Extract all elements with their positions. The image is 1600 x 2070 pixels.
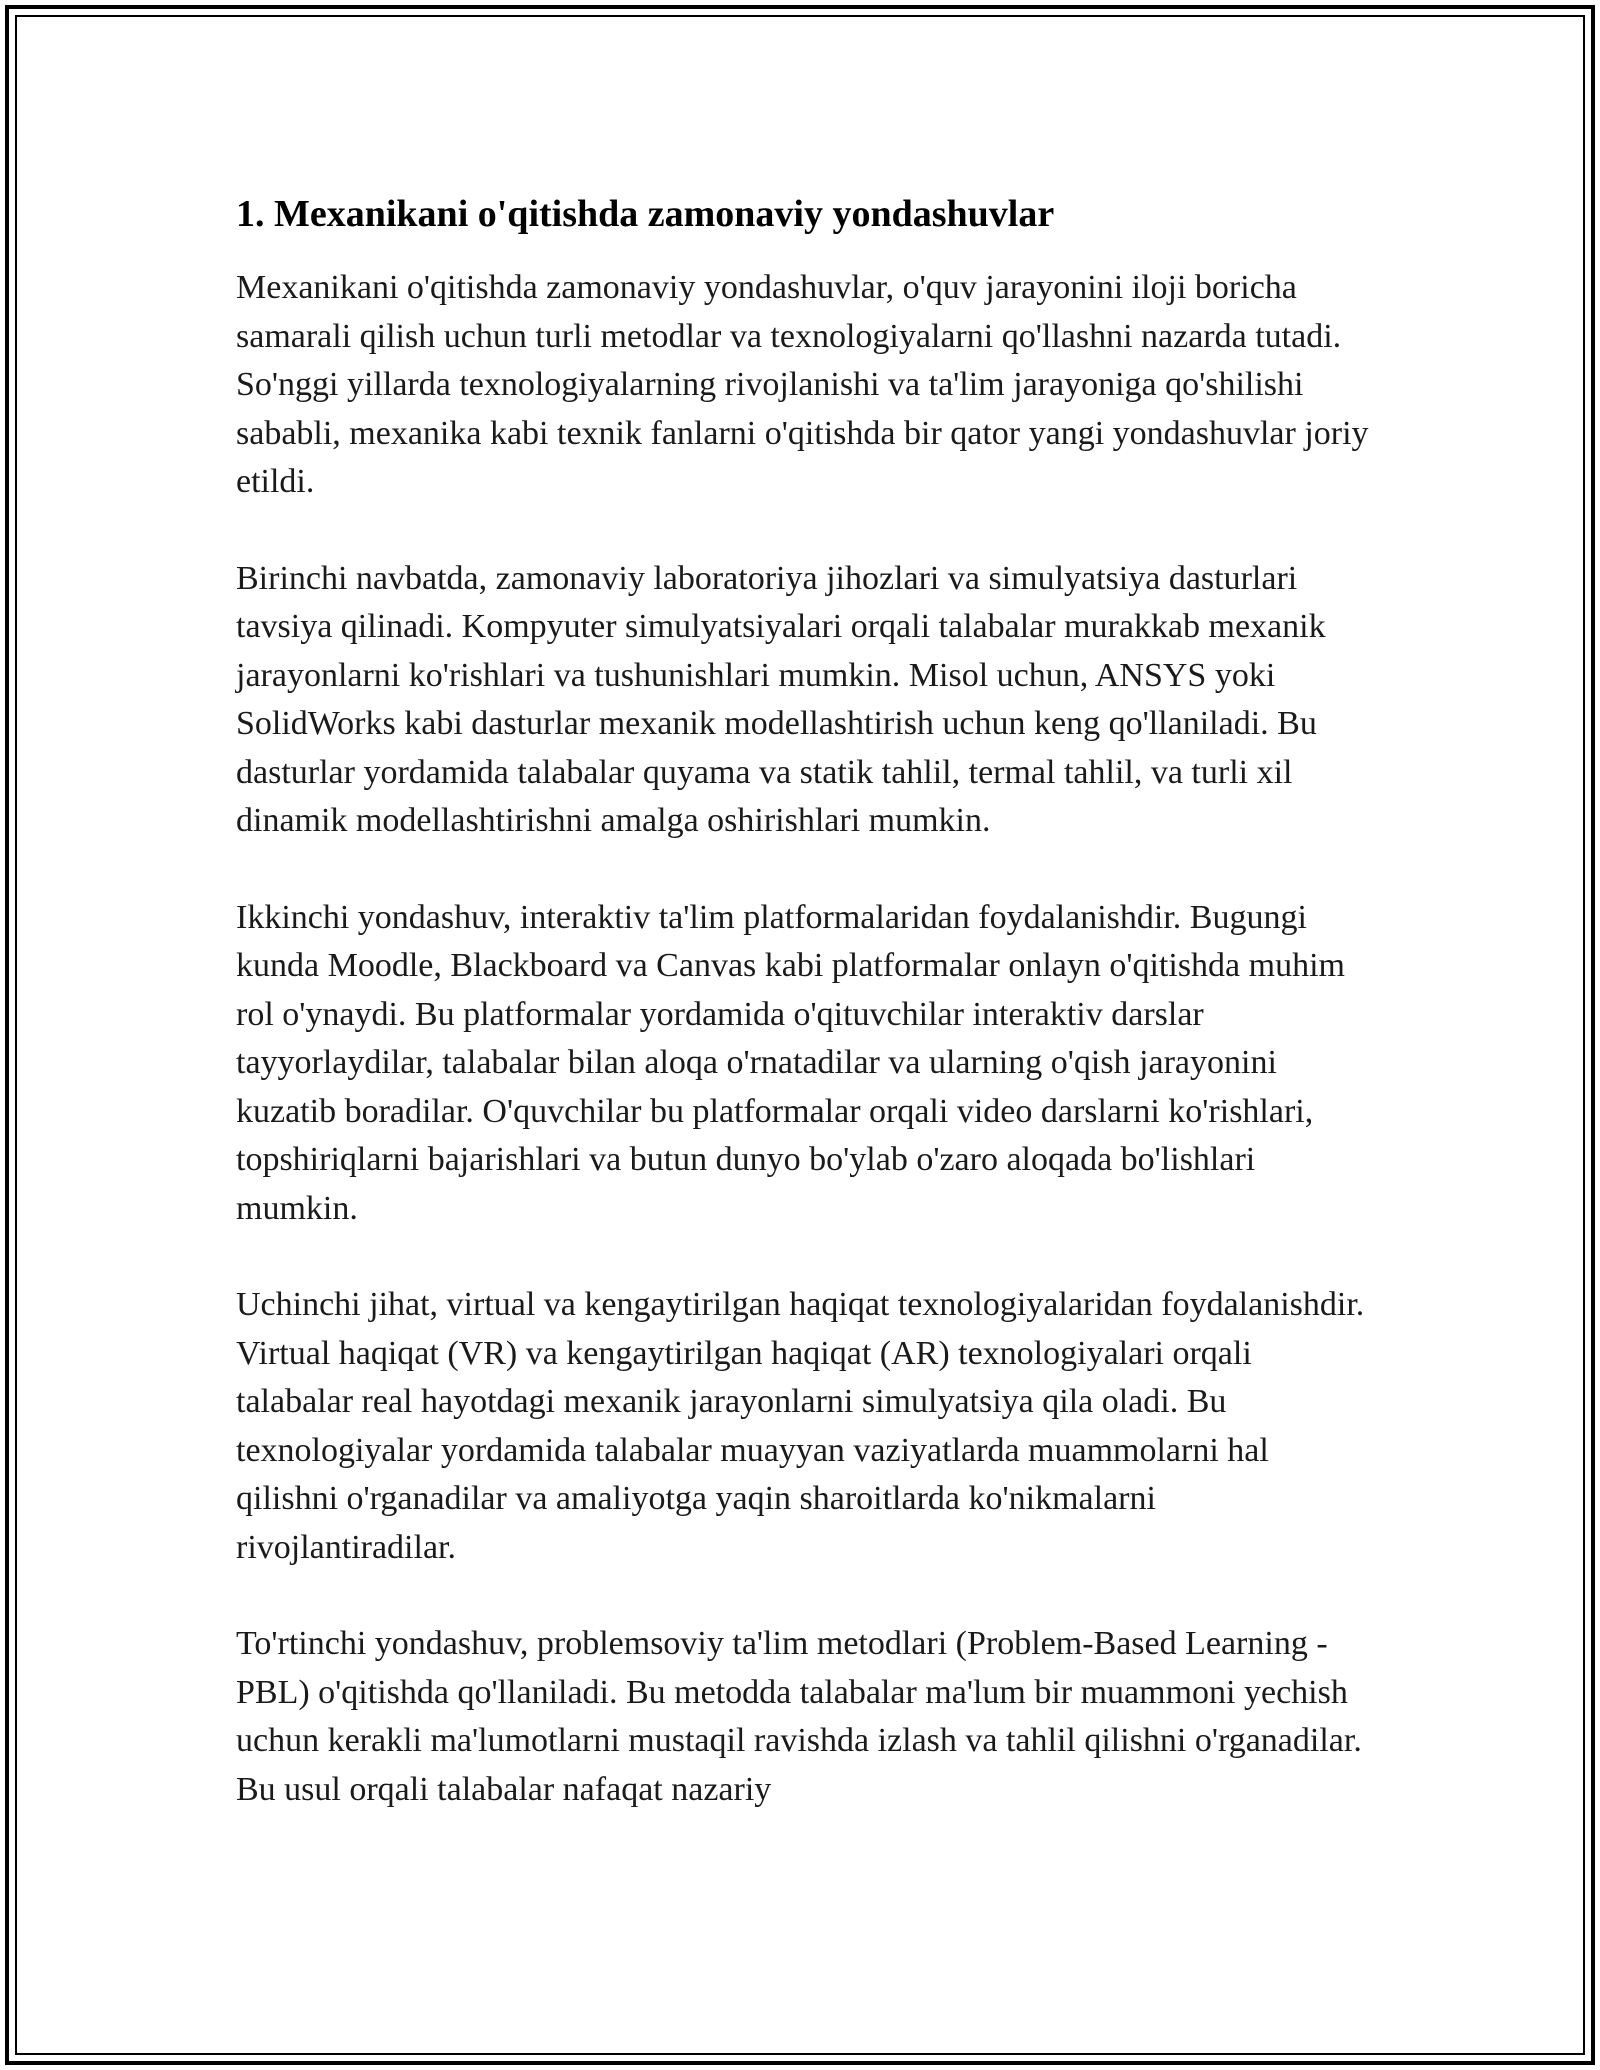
paragraph-4: Uchinchi jihat, virtual va kengaytirilgan haqiqat texnologiyalaridan foydalanishdir. Virtual haqiqat (VR) va kengaytirilgan haqiqat (AR) texnologiyalari orqali talabalar real hayotdagi mexanik jarayonlarni simulyatsiya qila oladi. Bu texnologiyalar yordamida talabalar muayyan vaziyatlarda muammolarni hal qilishni o'rganadilar va amaliyotga yaqin sharoitlarda ko'nikmalarni rivojlantiradilar. <box>236 1286 1365 1566</box>
paragraph-2: Birinchi navbatda, zamonaviy laboratoriya jihozlari va simulyatsiya dasturlari tavsiya qilinadi. Kompyuter simulyatsiyalari orqali talabalar murakkab mexanik jarayonlarni ko'rishlari va tushunishlari mumkin. Misol uchun, ANSYS yoki SolidWorks kabi dasturlar mexanik modellashtirish uchun keng qo'llaniladi. Bu dasturlar yordamida talabalar quyama va statik tahlil, termal tahlil, va turli xil dinamik modellashtirishni amalga oshirishlari mumkin. <box>236 559 1326 839</box>
paragraph-3: Ikkinchi yondashuv, interaktiv ta'lim platformalaridan foydalanishdir. Bugungi kunda Moodle, Blackboard va Canvas kabi platformalar onlayn o'qitishda muhim rol o'ynaydi. Bu platformalar yordamida o'qituvchilar interaktiv darslar tayyorlaydilar, talabalar bilan aloqa o'rnatadilar va ularning o'qish jarayonini kuzatib boradilar. O'quvchilar bu platformalar orqali video darslarni ko'rishlari, topshiriqlarni bajarishlari va butun dunyo bo'ylab o'zaro aloqada bo'lishlari mumkin. <box>236 898 1345 1227</box>
document-body <box>236 188 1376 1862</box>
section-title: 1. Mexanikani o'qitishda zamonaviy yondashuvlar <box>236 193 1055 235</box>
paragraph-5: To'rtinchi yondashuv, problemsoviy ta'lim metodlari (Problem-Based Learning - PBL) o'qitishda qo'llaniladi. Bu metodda talabalar ma'lum bir muammoni yechish uchun kerakli ma'lumotlarni mustaqil ravishda izlash va tahlil qilishni o'rganadilar. Bu usul orqali talabalar nafaqat nazariy <box>236 1625 1362 1808</box>
paragraph-1: Mexanikani o'qitishda zamonaviy yondashuvlar, o'quv jarayonini iloji boricha samarali qilish uchun turli metodlar va texnologiyalarni qo'llashni nazarda tutadi. So'nggi yillarda texnologiyalarning rivojlanishi va ta'lim jarayoniga qo'shilishi sababli, mexanika kabi texnik fanlarni o'qitishda bir qator yangi yondashuvlar joriy etildi. <box>236 269 1369 500</box>
